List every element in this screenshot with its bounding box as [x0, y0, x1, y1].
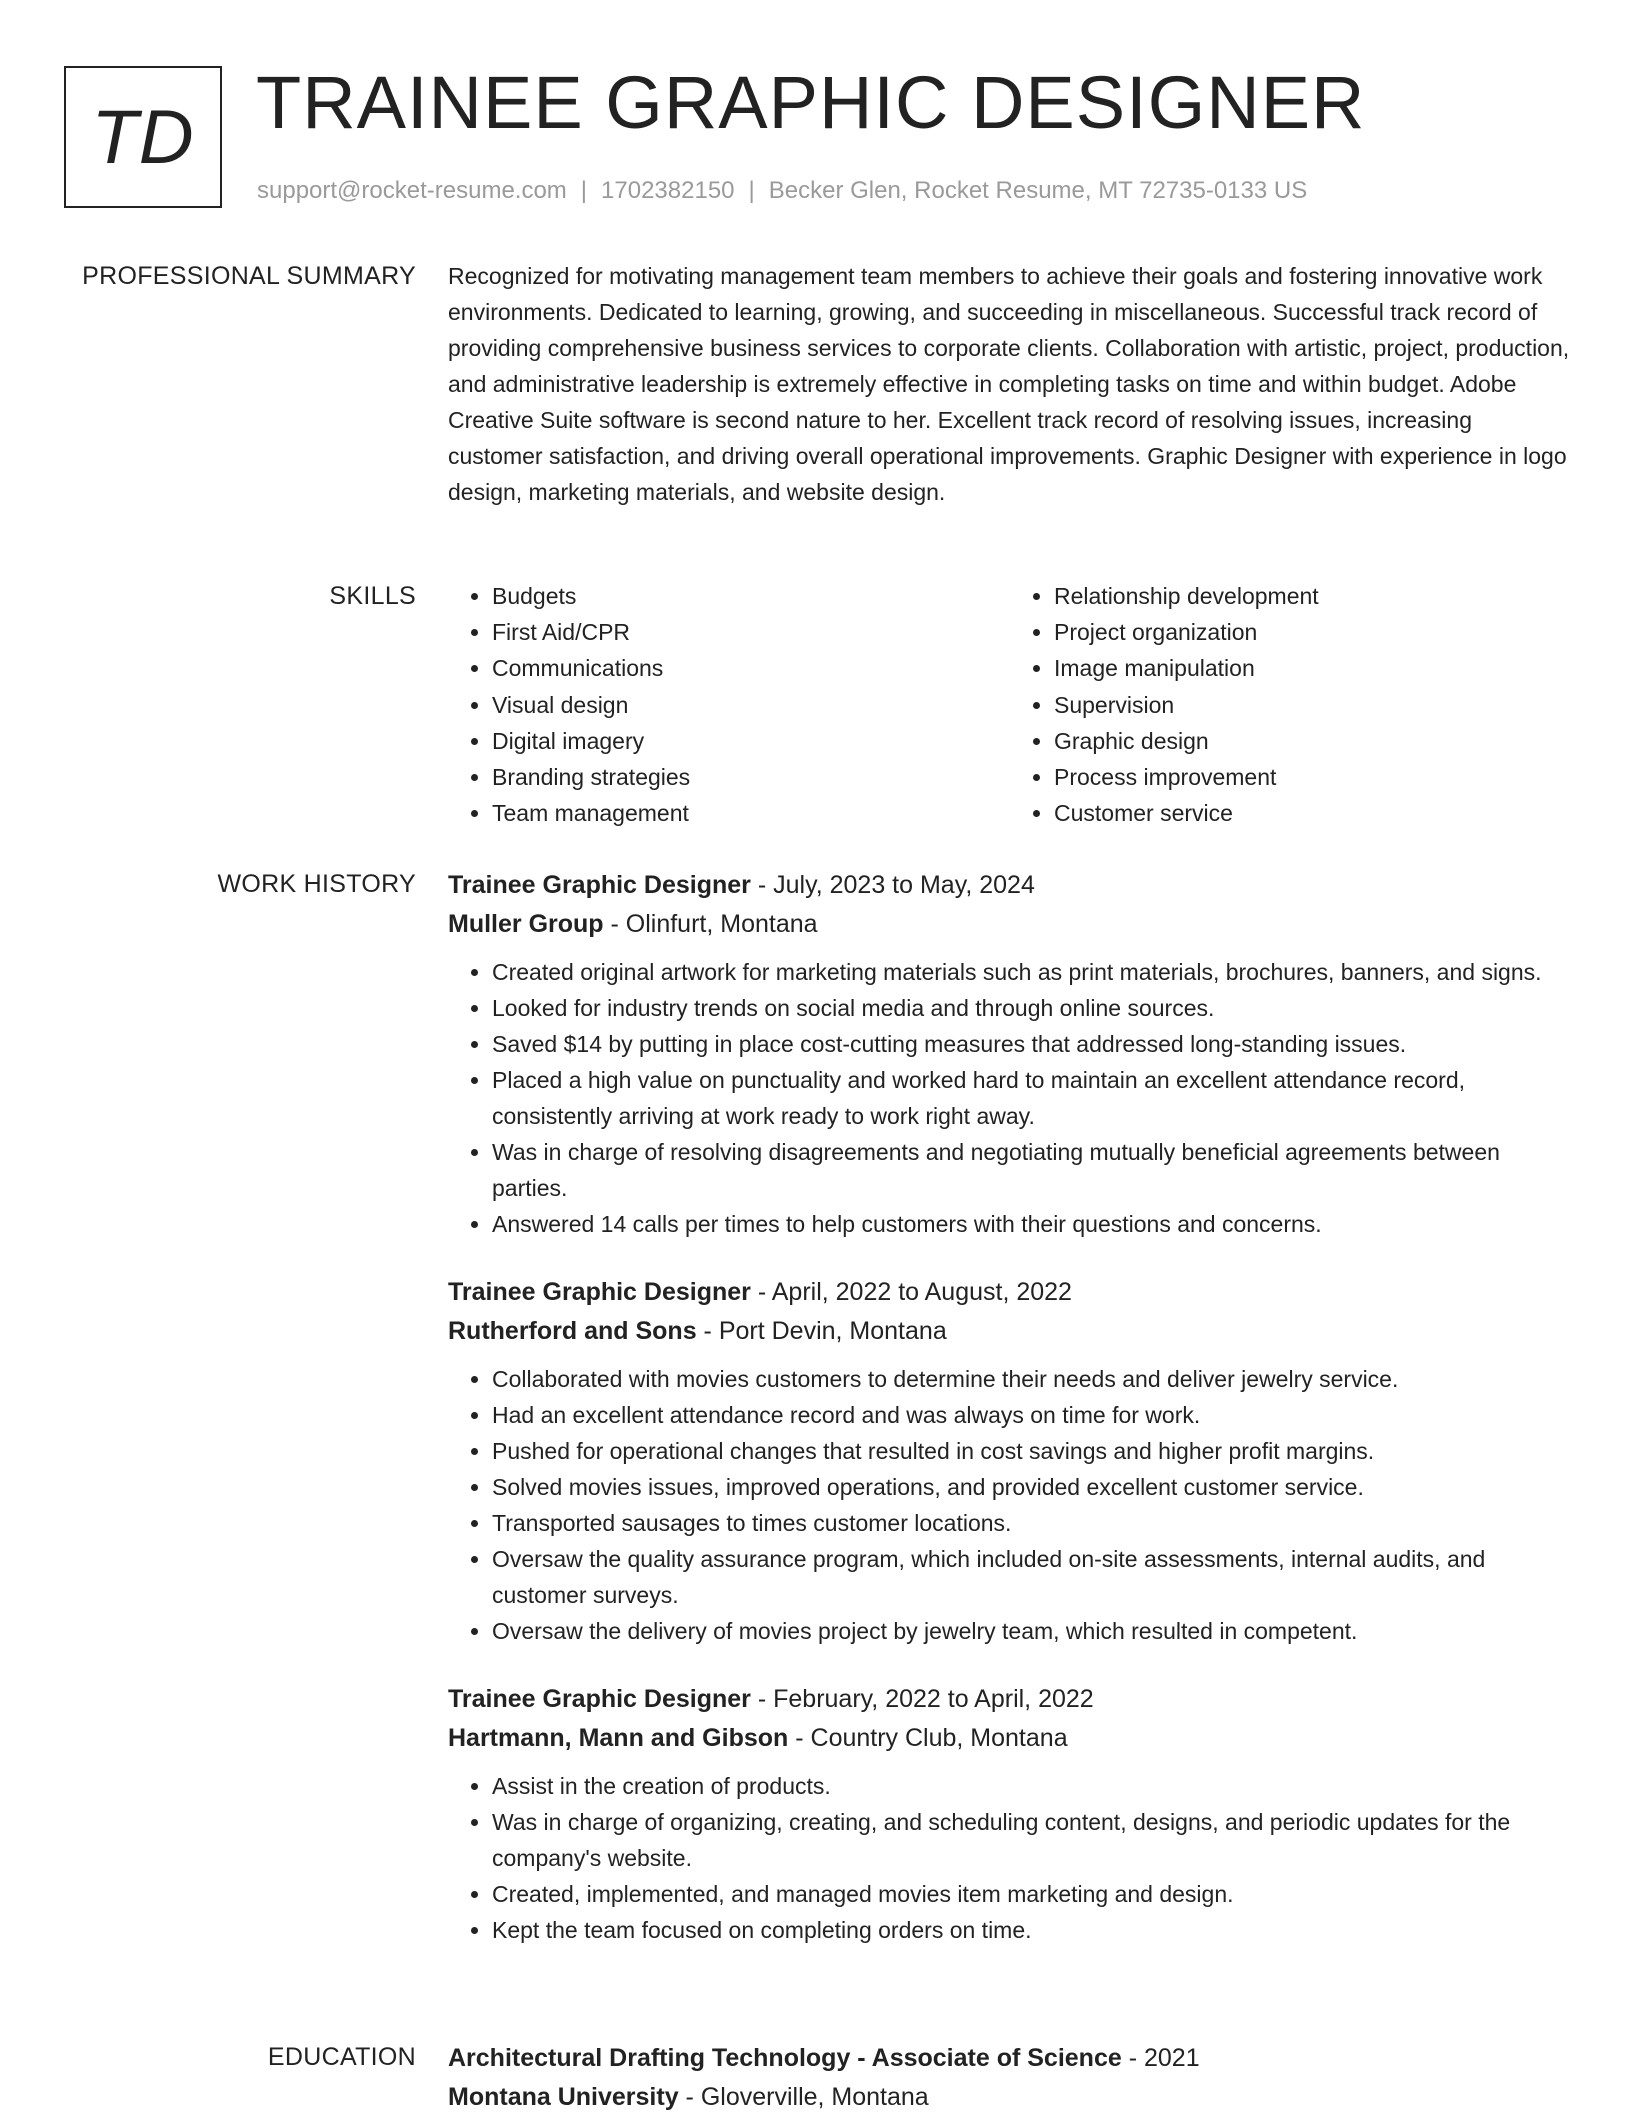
- job-bullets: [448, 1361, 1572, 1649]
- job-bullet: • Assist in the creation of products.: [492, 1768, 1572, 1804]
- school-line: [448, 2077, 1572, 2117]
- job-bullet: • Had an excellent attendance record and was always on time for work.: [492, 1397, 1572, 1433]
- job-bullet: • Created, implemented, and managed movies item marketing and design.: [492, 1876, 1572, 1912]
- job-bullets: [448, 1768, 1572, 1948]
- education-body: [448, 2039, 1572, 2117]
- job-bullet: • Saved $14 by putting in place cost-cutting measures that addressed long-standing issues.: [492, 1026, 1572, 1062]
- skill-item: • Supervision: [1054, 687, 1572, 723]
- contact-separator: |: [748, 177, 755, 204]
- job-bullet: • Collaborated with movies customers to determine their needs and deliver jewelry service.: [492, 1361, 1572, 1397]
- contact-separator: |: [580, 177, 588, 204]
- job-bullet: • Oversaw the quality assurance program, which included on-site assessments, internal audits, and customer surveys.: [492, 1541, 1572, 1613]
- job-entry: [448, 866, 1572, 1242]
- job-entry: [448, 1273, 1572, 1649]
- job-bullet: • Answered 14 calls per times to help customers with their questions and concerns.: [492, 1206, 1572, 1242]
- job-title-line: [448, 1680, 1572, 1718]
- school-name: Montana University: [448, 2083, 679, 2111]
- skill-item: • Branding strategies: [492, 759, 1010, 795]
- section-heading-work-history: WORK HISTORY: [217, 870, 416, 898]
- job-title: Trainee Graphic Designer: [448, 1685, 751, 1713]
- contact-line: [257, 174, 1307, 208]
- section-heading-education: EDUCATION: [267, 2043, 416, 2071]
- job-title: Trainee Graphic Designer: [448, 1278, 751, 1306]
- job-dates: - February, 2022 to April, 2022: [750, 1685, 1094, 1713]
- company-name: Muller Group: [448, 910, 604, 938]
- job-title: Trainee Graphic Designer: [448, 871, 751, 899]
- job-bullet: • Solved movies issues, improved operations, and provided excellent customer service.: [492, 1469, 1572, 1505]
- skill-item: • Image manipulation: [1054, 650, 1572, 686]
- degree: Architectural Drafting Technology - Associate of Science: [448, 2044, 1122, 2072]
- skill-item: • Process improvement: [1054, 759, 1572, 795]
- job-title-line: [448, 1273, 1572, 1311]
- school-location: - Gloverville, Montana: [678, 2083, 929, 2111]
- monogram-logo: TD: [64, 66, 222, 208]
- job-bullet: • Created original artwork for marketing materials such as print materials, brochures, banners, and signs.: [492, 954, 1572, 990]
- skill-item: • Visual design: [492, 687, 1010, 723]
- job-bullet: • Transported sausages to times customer locations.: [492, 1505, 1572, 1541]
- job-entry: [448, 1680, 1572, 1948]
- job-bullet: • Oversaw the delivery of movies project by jewelry team, which resulted in competent.: [492, 1613, 1572, 1649]
- job-bullet: • Kept the team focused on completing orders on time.: [492, 1912, 1572, 1948]
- job-dates: - July, 2023 to May, 2024: [750, 871, 1035, 899]
- address: Becker Glen, Rocket Resume, MT 72735-0133 US: [768, 177, 1308, 204]
- job-company-line: [448, 1311, 1572, 1351]
- skill-item: • Project organization: [1054, 614, 1572, 650]
- skill-item: • Budgets: [492, 578, 1010, 614]
- degree-line: [448, 2039, 1572, 2077]
- job-bullets: [448, 954, 1572, 1242]
- job-company-line: [448, 1718, 1572, 1758]
- skills-body: [448, 578, 1572, 831]
- skill-item: • Digital imagery: [492, 723, 1010, 759]
- skill-item: • First Aid/CPR: [492, 614, 1010, 650]
- section-heading-skills: SKILLS: [329, 582, 416, 610]
- skills-list-left: [448, 578, 1010, 831]
- job-bullet: • Pushed for operational changes that resulted in cost savings and higher profit margins.: [492, 1433, 1572, 1469]
- skill-item: • Communications: [492, 650, 1010, 686]
- job-bullet: • Was in charge of organizing, creating, and scheduling content, designs, and periodic updates for the company's website.: [492, 1804, 1572, 1876]
- job-location: - Olinfurt, Montana: [603, 910, 818, 938]
- company-name: Rutherford and Sons: [448, 1317, 697, 1345]
- email[interactable]: support@rocket-resume.com: [257, 177, 567, 204]
- skill-item: • Customer service: [1054, 795, 1572, 831]
- work-history-body: [448, 866, 1572, 1948]
- job-company-line: [448, 904, 1572, 944]
- section-heading-summary: PROFESSIONAL SUMMARY: [82, 262, 416, 290]
- company-name: Hartmann, Mann and Gibson: [448, 1724, 789, 1752]
- job-location: - Port Devin, Montana: [696, 1317, 947, 1345]
- job-location: - Country Club, Montana: [788, 1724, 1068, 1752]
- job-bullet: • Was in charge of resolving disagreements and negotiating mutually beneficial agreements between parties.: [492, 1134, 1572, 1206]
- phone[interactable]: 1702382150: [601, 177, 735, 204]
- skill-item: • Team management: [492, 795, 1010, 831]
- summary-body: [448, 258, 1572, 510]
- graduation-year: - 2021: [1121, 2044, 1200, 2072]
- summary-text: Recognized for motivating management team members to achieve their goals and fostering innovative work environments. Dedicated to learning, growing, and succeeding in miscellaneous. Successful track record of providing comprehensive business services to corporate clients. Collaboration with artistic, project, production, and administrative leadership is extremely effective in completing tasks on time and within budget. Adobe Creative Suite software is second nature to her. Excellent track record of resolving issues, increasing customer satisfaction, and driving overall operational improvements. Graphic Designer with experience in logo design, marketing materials, and website design.: [448, 263, 1570, 505]
- job-dates: - April, 2022 to August, 2022: [750, 1278, 1072, 1306]
- job-bullet: • Placed a high value on punctuality and worked hard to maintain an excellent attendance record, consistently arriving at work ready to work right away.: [492, 1062, 1572, 1134]
- job-bullet: • Looked for industry trends on social media and through online sources.: [492, 990, 1572, 1026]
- job-title-line: [448, 866, 1572, 904]
- skill-item: • Relationship development: [1054, 578, 1572, 614]
- page-title: TRAINEE GRAPHIC DESIGNER: [256, 61, 1366, 144]
- skills-list-right: [1010, 578, 1572, 831]
- skill-item: • Graphic design: [1054, 723, 1572, 759]
